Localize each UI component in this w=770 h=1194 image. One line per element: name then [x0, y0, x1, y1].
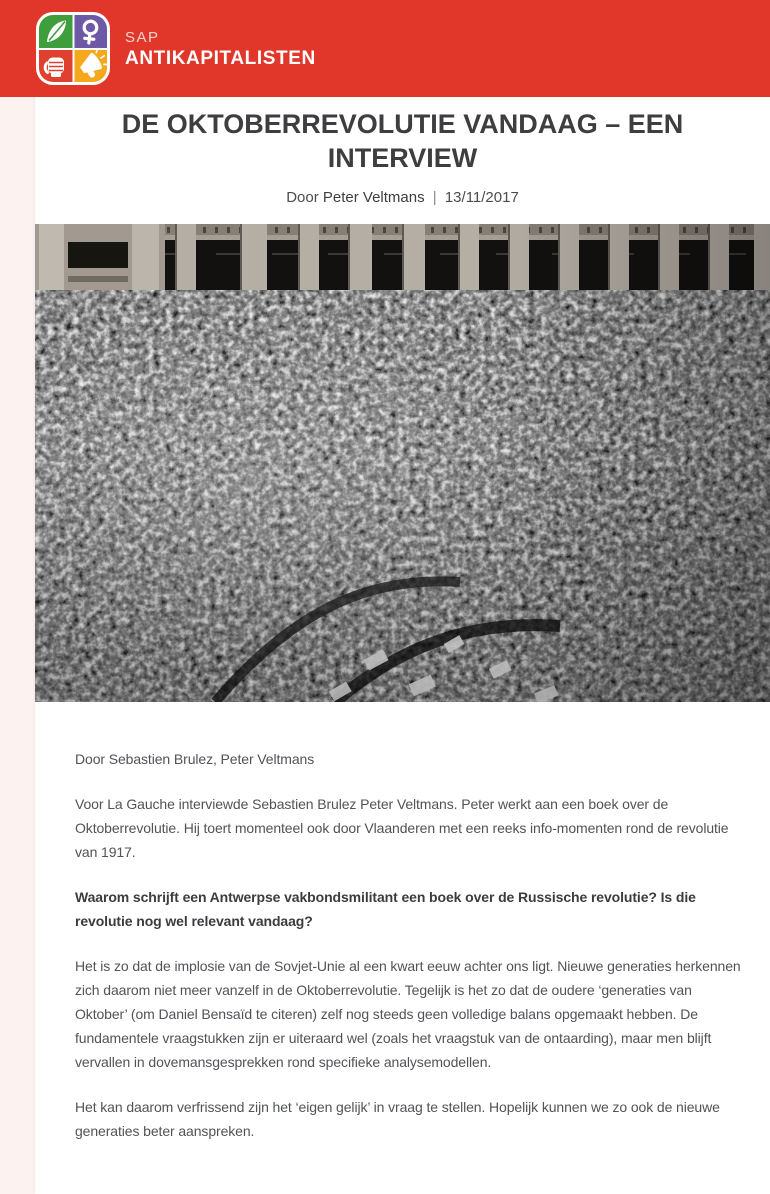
- site-logo[interactable]: [36, 12, 110, 85]
- byline-prefix: Door: [286, 189, 319, 206]
- sap-logo-icon: [36, 12, 110, 85]
- hero-image: [35, 224, 770, 702]
- byline: [35, 189, 770, 206]
- hero-photo-illustration: [35, 224, 770, 702]
- article-card: [35, 97, 770, 1194]
- paragraph-intro: Voor La Gauche interviewde Sebastien Brulez Peter Veltmans. Peter werkt aan een boek over de Oktoberrevolutie. Hij toert momenteel ook door Vlaanderen met een reeks info-momenten rond de revolutie van 1917.: [75, 796, 729, 860]
- author-link[interactable]: Peter Veltmans: [322, 189, 425, 206]
- site-header: [0, 0, 770, 97]
- article-title: DE OKTOBERREVOLUTIE VANDAAG – EEN INTERVIEW: [121, 109, 684, 173]
- brand-text: [125, 30, 316, 68]
- publish-date: 13/11/2017: [444, 189, 519, 206]
- paragraph-question: Waarom schrijft een Antwerpse vakbondsmilitant een boek over de Russische revolutie? Is die revolutie nog wel relevant vandaag?: [75, 889, 696, 929]
- paragraph-answer-2: Het kan daarom verfrissend zijn het ‘eigen gelijk’ in vraag te stellen. Hopelijk kunnen we zo ook de nieuwe generaties beter aanspreken.: [75, 1099, 720, 1139]
- article-body: [35, 702, 770, 1194]
- paragraph-authors: Door Sebastien Brulez, Peter Veltmans: [75, 751, 315, 767]
- brand-antikapitalisten: ANTIKAPITALISTEN: [125, 47, 316, 69]
- paragraph-answer-1: Het is zo dat de implosie van de Sovjet-Unie al een kwart eeuw achter ons ligt. Nieuwe generaties herkennen zich daarom niet meer vanzelf in de Oktoberrevolutie. Tegelijk is het zo dat de oudere ‘generaties van Oktober’ (om Daniel Bensaïd te citeren) zelf nog steeds geen volledige balans opgemaakt hebben. De fundamentele vraagstukken zijn er uiteraard wel (zoals het vraagstuk van de ontaarding), maar men blijft vervallen in dovemansgesprekken rond specifieke analysemodellen.: [75, 958, 741, 1070]
- brand-sap: SAP: [125, 28, 160, 46]
- byline-separator: |: [432, 189, 437, 206]
